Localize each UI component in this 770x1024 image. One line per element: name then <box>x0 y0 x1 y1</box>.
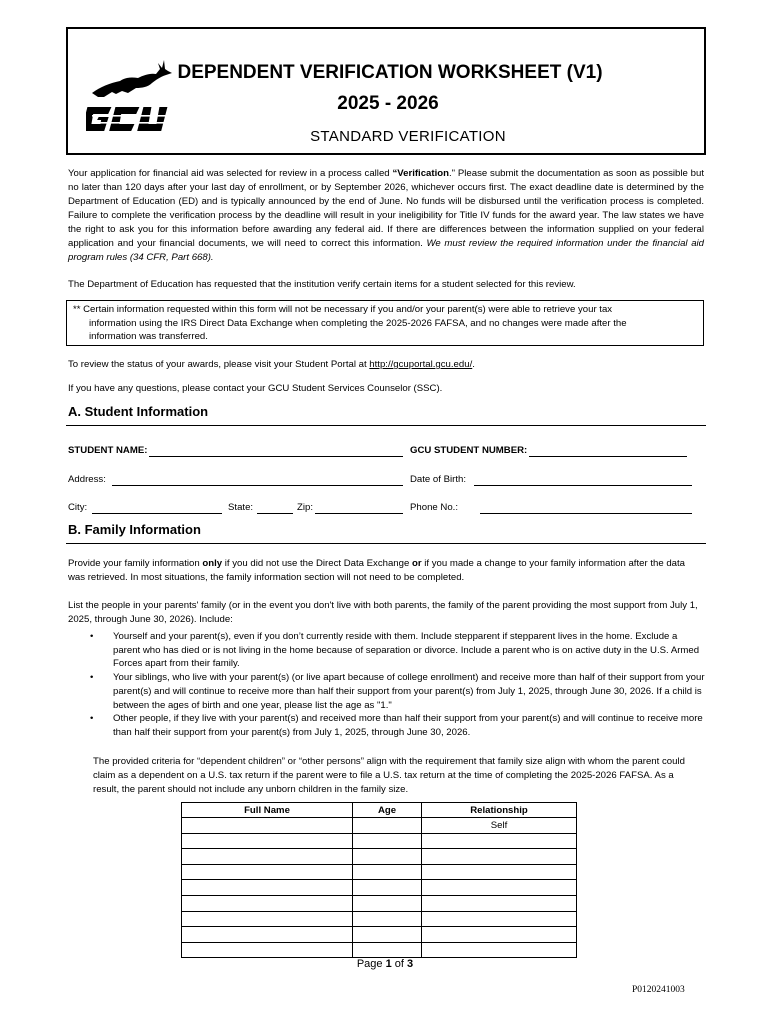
phone-field[interactable] <box>480 513 692 514</box>
age-cell[interactable] <box>353 880 422 896</box>
name-cell[interactable] <box>182 818 353 834</box>
bullet-icon: • <box>90 713 94 725</box>
dde-note-box <box>66 300 704 346</box>
relationship-cell[interactable] <box>422 880 577 896</box>
address-label: Address: <box>68 474 106 485</box>
page-label: Page <box>356 958 386 970</box>
table-row <box>182 911 577 927</box>
table-row <box>182 880 577 896</box>
city-label: City: <box>68 502 88 513</box>
page-total: 3 <box>407 958 414 970</box>
col-age: Age <box>353 803 422 818</box>
col-relationship: Relationship <box>422 803 577 818</box>
form-subtitle: STANDARD VERIFICATION <box>310 128 506 145</box>
name-cell[interactable] <box>182 864 353 880</box>
family-info-instructions <box>68 557 704 585</box>
family-table <box>181 802 577 958</box>
note-line-3: information was transferred. <box>89 331 208 342</box>
family-text-a: Provide your family information <box>68 558 203 569</box>
section-a-rule <box>66 425 706 426</box>
zip-label: Zip: <box>297 502 313 513</box>
include-list <box>86 630 706 740</box>
header-box <box>66 27 706 155</box>
list-item-text: Your siblings, who live with your parent(s) (or live apart because of college enrollment) and receive more than half of their support from your parent(s) and will continue to receive more than half their support from your parent(s) from July 1, 2025, through June 30, 2026. If a child is between the ages of birth and one year, please list the age as "1." <box>113 672 705 711</box>
portal-text <box>68 358 704 372</box>
portal-text-end: . <box>472 359 475 370</box>
relationship-cell[interactable] <box>422 864 577 880</box>
intro-text-a: Your application for financial aid was selected for review in a process called <box>68 168 393 179</box>
bullet-icon: • <box>90 631 94 642</box>
name-cell[interactable] <box>182 911 353 927</box>
age-cell[interactable] <box>353 849 422 865</box>
portal-text-lead: To review the status of your awards, please visit your Student Portal at <box>68 359 370 370</box>
form-code: P0120241003 <box>632 985 685 995</box>
dob-field[interactable] <box>474 485 692 486</box>
list-item <box>86 712 706 739</box>
state-field[interactable] <box>257 513 293 514</box>
list-item <box>86 671 706 712</box>
table-header-row <box>182 803 577 818</box>
relationship-cell[interactable] <box>422 833 577 849</box>
age-cell[interactable] <box>353 942 422 958</box>
note-line-1: ** Certain information requested within this form will not be necessary if you and/or your parent(s) were able to retrieve your tax <box>73 304 613 315</box>
intro-italic-rule: We must review the required information under the financial aid program rules (34 CFR, Part 668). <box>68 238 704 263</box>
relationship-cell[interactable] <box>422 849 577 865</box>
student-name-field[interactable] <box>149 456 403 457</box>
table-row <box>182 833 577 849</box>
dob-label: Date of Birth: <box>410 474 466 485</box>
age-cell[interactable] <box>353 818 422 834</box>
name-cell[interactable] <box>182 849 353 865</box>
form-year: 2025 - 2026 <box>337 93 439 114</box>
address-field[interactable] <box>112 485 403 486</box>
table-row <box>182 818 577 834</box>
relationship-cell[interactable] <box>422 911 577 927</box>
age-cell[interactable] <box>353 833 422 849</box>
table-row <box>182 849 577 865</box>
student-number-label: GCU STUDENT NUMBER: <box>410 445 528 456</box>
section-b-title: B. Family Information <box>68 522 201 537</box>
student-portal-link[interactable]: http://gcuportal.gcu.edu/ <box>369 359 473 370</box>
state-label: State: <box>228 502 254 513</box>
gcu-lope-logo <box>86 47 178 137</box>
name-cell[interactable] <box>182 895 353 911</box>
relationship-cell[interactable]: Self <box>422 818 577 834</box>
list-item <box>86 630 706 671</box>
family-only-bold: only <box>202 558 223 569</box>
age-cell[interactable] <box>353 895 422 911</box>
ed-request-text: The Department of Education has requested that the institution verify certain items for a student selected for this review. <box>68 279 576 290</box>
relationship-cell[interactable] <box>422 895 577 911</box>
family-or-bold: or <box>411 558 422 569</box>
name-cell[interactable] <box>182 942 353 958</box>
list-item-text: Other people, if they live with your parent(s) and received more than half their support from your parent(s) and will continue to receive more than half their support from your parent(s) from July 1, 2025, through June 30, 2026. <box>113 713 703 738</box>
contact-text: If you have any questions, please contact your GCU Student Services Counselor (SSC). <box>68 383 443 394</box>
table-row <box>182 864 577 880</box>
name-cell[interactable] <box>182 927 353 943</box>
family-table-body <box>182 818 577 958</box>
page-of: of <box>391 958 408 970</box>
note-line-2: information using the IRS Direct Data Exchange when completing the 2025-2026 FAFSA, and no changes were made after the <box>89 317 627 329</box>
section-b-rule <box>66 543 706 544</box>
age-cell[interactable] <box>353 911 422 927</box>
city-field[interactable] <box>92 513 222 514</box>
section-a-title: A. Student Information <box>68 404 209 419</box>
relationship-cell[interactable] <box>422 942 577 958</box>
list-item-text: Yourself and your parent(s), even if you don’t currently reside with them. Include stepparent if stepparent lives in the home. Exclude a parent who has died or is not living in the home because of separation or divorce. Include a parent who is on active duty in the U.S. Armed Forces apart from their family. <box>113 631 700 670</box>
name-cell[interactable] <box>182 833 353 849</box>
zip-field[interactable] <box>315 513 403 514</box>
table-row <box>182 942 577 958</box>
intro-verification-bold: “Verification <box>392 168 449 179</box>
page-number <box>0 958 770 970</box>
age-cell[interactable] <box>353 927 422 943</box>
intro-text-b: ." Please submit the documentation as soon as possible but no later than 120 days after your last day of enrollment, or by September 2026, whichever occurs first. The exact deadline date is determined by the Department of Education (ED) and is typically announced by the end of June. No funds will be disbursed until the verification process is completed. Failure to complete the verification process by the deadline will result in your ineligibility for Title IV funds for the award year. The law states we have the right to ask you for this information before awarding any federal aid. If there are differences between the information supplied on your federal application and your financial documents, we will need to correct this information. <box>68 168 704 249</box>
phone-label: Phone No.: <box>410 502 459 513</box>
family-list-instructions: List the people in your parents' family (or in the event you don't live with both parents, the family of the parent providing the most support from July 1, 2025, through June 30, 2026). Include: <box>68 600 698 625</box>
family-text-c: if you made a change to your family information after the data was retrieved. In most situations, the family information section will not need to be completed. <box>68 558 686 583</box>
student-number-field[interactable] <box>529 456 687 457</box>
criteria-text: The provided criteria for “dependent children” or “other persons” align with the requirement that family size align with whom the parent could claim as a dependent on a U.S. tax return if the parent were to file a U.S. tax return at the time of completing the 2025-2026 FAFSA. As a result, the parent should not include any unborn children in the family size. <box>93 756 685 795</box>
age-cell[interactable] <box>353 864 422 880</box>
table-row <box>182 895 577 911</box>
family-text-b: if you did not use the Direct Data Exchange <box>222 558 412 569</box>
table-row <box>182 927 577 943</box>
form-title: DEPENDENT VERIFICATION WORKSHEET (V1) <box>177 62 603 83</box>
page-current: 1 <box>385 958 392 970</box>
intro-paragraph <box>68 167 704 265</box>
name-cell[interactable] <box>182 880 353 896</box>
bullet-icon: • <box>90 672 94 684</box>
relationship-cell[interactable] <box>422 927 577 943</box>
student-name-label: STUDENT NAME: <box>68 445 148 456</box>
col-full-name: Full Name <box>182 803 353 818</box>
